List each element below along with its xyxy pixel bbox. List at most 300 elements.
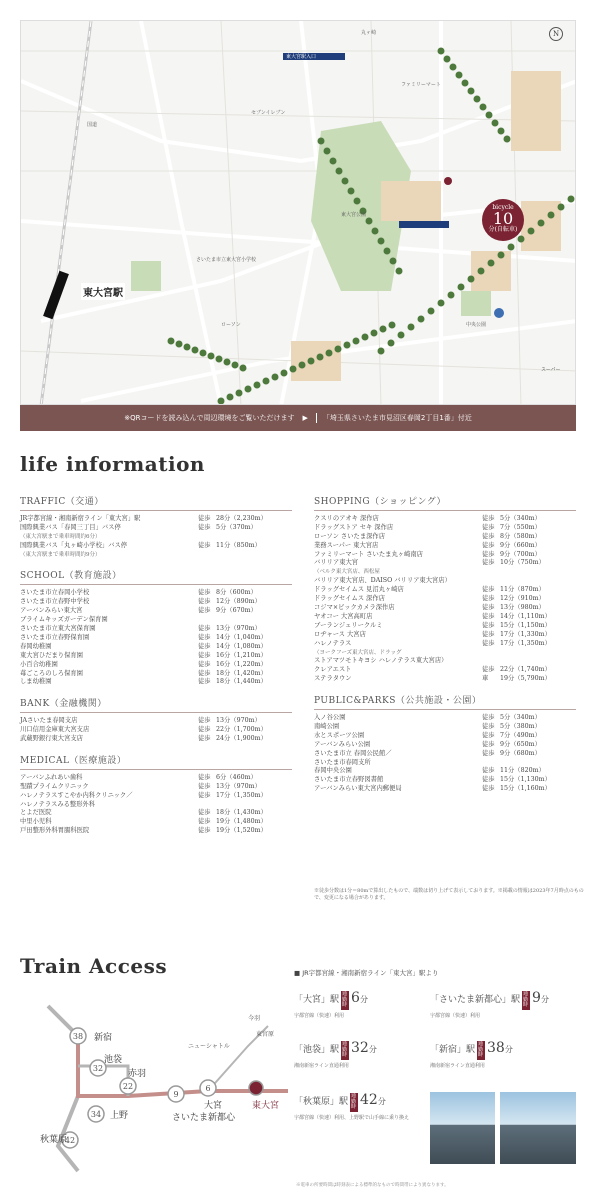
facility-name: クスリのアオキ 深作店 (314, 514, 379, 522)
tree-icon (336, 168, 343, 175)
travel-time: 14分（1,110m） (500, 612, 551, 620)
map-label: 東大宮公園 (341, 212, 367, 218)
tree-icon (184, 344, 191, 351)
facility-name: 苺ごころのしろ保育園 (20, 669, 83, 677)
tree-icon (390, 258, 397, 265)
access-route: 湘南新宿ライン直通利用 (294, 1062, 349, 1069)
tree-icon (168, 338, 175, 345)
travel-time: 9分（670m） (216, 607, 257, 615)
facility-name: （東大宮駅まで乗車時間約9分） (20, 551, 101, 558)
travel-mode: 徒歩 (198, 782, 211, 790)
travel-time: 7分（550m） (500, 523, 541, 531)
school-rows (20, 589, 292, 687)
travel-mode: 徒歩 (198, 598, 211, 606)
tree-icon (372, 228, 379, 235)
travel-mode: 徒歩 (198, 678, 211, 686)
access-minutes: 6分 (351, 990, 368, 1006)
travel-mode (482, 568, 500, 577)
travel-mode: 徒歩 (198, 624, 211, 632)
facility-name: さいたま市立春野図書館 (314, 776, 384, 784)
travel-mode (482, 657, 500, 666)
life-left-column (20, 498, 292, 849)
travel-mode: 徒歩 (482, 740, 495, 748)
bicycle-unit: 分(自転車) (488, 226, 518, 233)
travel-time: 5分（380m） (500, 722, 541, 730)
tree-icon (245, 386, 252, 393)
station-label: 東大宮駅 (81, 283, 125, 300)
facility-name: （東大宮駅まで乗車時間約6分） (20, 533, 101, 540)
map-label: セブンイレブン (251, 110, 286, 116)
info-row (20, 774, 292, 783)
tree-icon (478, 268, 485, 275)
rail-extra-label: ニューシャトル (188, 1043, 230, 1050)
access-station: 「池袋」駅 (294, 1045, 340, 1055)
info-row (314, 524, 576, 533)
facility-name: ストアマツモトキヨシ ハレノテラス東大宮店） (314, 657, 448, 665)
facility-name: 中里小児科 (20, 818, 52, 826)
section-title: PUBLIC&PARKS（公共施設・公園） (314, 697, 576, 710)
rail-station-name: 大宮 (204, 1101, 223, 1111)
travel-mode (198, 616, 216, 625)
travel-time: 12分（890m） (216, 598, 261, 606)
travel-mode: 徒歩 (482, 767, 495, 775)
access-station: 「大宮」駅 (294, 995, 340, 1005)
travel-time: 5分（340m） (500, 714, 541, 722)
travel-time: 13分（970m） (216, 624, 261, 632)
bank-section (20, 700, 292, 744)
access-route: 湘南新宿ライン直通利用 (430, 1062, 485, 1069)
tree-icon (224, 359, 231, 366)
tree-icon (492, 120, 499, 127)
travel-mode: 徒歩 (198, 607, 211, 615)
travel-time: 28分（2,230m） (216, 514, 267, 522)
travel-time: 17分（1,350m） (216, 791, 267, 799)
train-heading: Train Access (20, 954, 168, 978)
rail-map (18, 996, 288, 1176)
travel-mode: 徒歩 (482, 666, 495, 674)
travel-mode (482, 649, 500, 658)
facility-name: ハレノテラスみる整形外科 (20, 800, 96, 808)
info-row (314, 666, 576, 675)
facility-name: 業務スーパー 東大宮店 (314, 541, 379, 549)
tree-icon (330, 158, 337, 165)
rail-extra-label: 東宮原 (256, 1031, 275, 1038)
life-heading: life information (20, 452, 205, 476)
travel-time: 15分（1,130m） (500, 776, 551, 784)
info-row (314, 595, 576, 604)
travel-mode: 徒歩 (482, 785, 495, 793)
public-section (314, 697, 576, 794)
travel-mode: 車 (482, 675, 489, 683)
facility-name: 国際興業バス「春岡三丁目」バス停 (20, 523, 121, 531)
tree-icon (388, 340, 395, 347)
map-label: 丸ヶ崎 (361, 30, 377, 36)
section-title: MEDICAL（医療施設） (20, 757, 292, 770)
tree-icon (216, 356, 223, 363)
tree-icon (498, 128, 505, 135)
access-minutes: 32分 (351, 1040, 377, 1056)
info-row (20, 607, 292, 616)
facility-name: JR宇都宮線・湘南新宿ライン「東大宮」駅 (20, 514, 141, 522)
rail-station-name: 赤羽 (128, 1069, 147, 1079)
rail-minutes: 38 (72, 1032, 84, 1041)
info-row (20, 551, 292, 560)
square-icon: ■ (294, 969, 303, 977)
travel-mode: 徒歩 (198, 642, 211, 650)
info-row (314, 675, 576, 684)
facility-name: アーバンみらい東大宮内郵便局 (314, 785, 402, 793)
tree-icon (480, 104, 487, 111)
travel-mode: 徒歩 (482, 731, 495, 739)
tree-icon (568, 196, 575, 203)
facility-name: さいたま市春岡支所 (314, 758, 371, 766)
address-note: ※QRコードを読み込んで周辺環境をご覧いただけます (124, 414, 295, 422)
tree-icon (344, 342, 351, 349)
commute-badge: 通勤時 (523, 991, 529, 1009)
tree-icon (450, 64, 457, 71)
info-row (20, 783, 292, 792)
rail-minutes: 42 (64, 1136, 76, 1145)
shopping-rows (314, 515, 576, 684)
tree-icon (558, 204, 565, 211)
tree-icon (468, 88, 475, 95)
facility-name: 小百合幼稚園 (20, 660, 58, 668)
map-label: 国道 (87, 122, 98, 128)
facility-name: ヤオコー 大宮高町店 (314, 612, 373, 620)
travel-time: 15分（1,150m） (500, 621, 551, 629)
tree-icon (318, 138, 325, 145)
map-label: スーパー (541, 367, 561, 373)
life-right-column (314, 498, 576, 807)
access-minutes: 38分 (487, 1040, 513, 1056)
travel-mode: 徒歩 (198, 735, 211, 743)
section-title: SCHOOL（教育施設） (20, 572, 292, 585)
travel-time: 8分（580m） (500, 532, 541, 540)
info-row (314, 577, 576, 586)
facility-name: JAさいたま春岡支店 (20, 717, 78, 725)
tree-icon (227, 394, 234, 401)
travel-time (500, 649, 576, 658)
map-label: ファミリーマート (401, 82, 441, 88)
access-item (294, 990, 424, 1019)
tree-icon (176, 341, 183, 348)
info-row (20, 616, 292, 625)
facility-name: クレアエスト (314, 666, 352, 674)
travel-time: 16分（1,220m） (216, 660, 267, 668)
tree-icon (254, 382, 261, 389)
commute-badge: 通勤時 (342, 991, 348, 1009)
tree-icon (281, 370, 288, 377)
travel-time: 22分（1,740m） (500, 666, 551, 674)
travel-mode: 徒歩 (482, 639, 495, 647)
facility-name: 武蔵野銀行東大宮支店 (20, 735, 83, 743)
facility-name: 水とスポーツ公園 (314, 731, 365, 739)
info-row (20, 625, 292, 634)
info-row (314, 714, 576, 723)
travel-time: 19分（5,790m） (500, 675, 551, 683)
facility-name: 聖蹟プライムクリニック (20, 782, 89, 790)
travel-mode: 徒歩 (482, 621, 495, 629)
tree-icon (384, 248, 391, 255)
access-route: 宇都宮線（快速）利用 (294, 1012, 345, 1019)
travel-time: 8分（600m） (216, 589, 257, 597)
tree-icon (366, 218, 373, 225)
access-minutes: 42分 (360, 1092, 386, 1108)
info-row (314, 732, 576, 741)
life-note: ※徒歩分数は1分＝80mで算出したもので、端数は切り上げて表示しております。※掲載の情報は2023年7月時点のもので、変更になる場合があります。 (314, 888, 584, 901)
travel-mode: 徒歩 (482, 541, 495, 549)
info-row (314, 533, 576, 542)
tree-icon (232, 362, 239, 369)
travel-time: 12分（910m） (500, 595, 545, 603)
info-row (20, 515, 292, 524)
tree-icon (428, 308, 435, 315)
facility-name: ハレノテラスすこやか内科クリニック／ (20, 791, 133, 799)
info-row (314, 776, 576, 785)
commute-badge: 通勤時 (351, 1093, 357, 1111)
facility-name: さいたま市立 春岡公民館／ (314, 749, 392, 757)
tree-icon (380, 326, 387, 333)
section-title: TRAFFIC（交通） (20, 498, 292, 511)
commute-badge: 通勤時 (342, 1041, 348, 1059)
info-row (20, 542, 292, 551)
arrow-icon: ▶ (302, 414, 308, 422)
travel-time (216, 533, 292, 542)
bicycle-label: bicycle (492, 204, 514, 211)
travel-time: 11分（870m） (500, 586, 545, 594)
travel-mode: 徒歩 (198, 514, 211, 522)
compass-icon: N (549, 27, 563, 41)
tree-icon (240, 365, 247, 372)
travel-mode: 徒歩 (482, 630, 495, 638)
info-row (20, 726, 292, 735)
facility-name: さいたま市立春岡小学校 (20, 589, 90, 597)
facility-name: 春岡幼稚園 (20, 642, 52, 650)
area-map (20, 20, 576, 405)
travel-time: 19分（1,480m） (216, 818, 267, 826)
travel-mode: 徒歩 (198, 791, 211, 799)
tree-icon (498, 252, 505, 259)
section-title: BANK（金融機関） (20, 700, 292, 713)
facility-name: アーバンふれあい歯科 (20, 773, 83, 781)
tree-icon (263, 378, 270, 385)
train-note: ※電車の所要時間は時刻表による標準的なもので時間帯により異なります。 (296, 1183, 449, 1188)
tree-icon (538, 220, 545, 227)
tree-icon (418, 316, 425, 323)
tree-icon (504, 136, 511, 143)
building-photo (500, 1092, 576, 1164)
travel-mode: 徒歩 (198, 669, 211, 677)
map-label: 東大宮駅入口 (286, 54, 317, 60)
travel-mode: 徒歩 (198, 633, 211, 641)
facility-name: 東大宮ひだまり保育園 (20, 651, 83, 659)
info-row (314, 750, 576, 759)
tree-icon (438, 48, 445, 55)
building-photo (430, 1092, 495, 1164)
travel-time: 10分（750m） (500, 559, 545, 567)
facility-name: アーバンみらい東大宮 (20, 607, 83, 615)
info-row (20, 661, 292, 670)
travel-time (500, 657, 576, 666)
info-row (314, 568, 576, 577)
travel-time: 14分（1,040m） (216, 633, 267, 641)
travel-mode (482, 577, 500, 586)
info-row (314, 586, 576, 595)
travel-mode: 徒歩 (482, 550, 495, 558)
info-row (314, 559, 576, 568)
tree-icon (218, 398, 225, 405)
tree-icon (348, 188, 355, 195)
tree-icon (408, 324, 415, 331)
facility-name: バリリア東大宮 (314, 559, 359, 567)
tree-icon (208, 353, 215, 360)
facility-name: さいたま市立春野保育園 (20, 633, 90, 641)
tree-icon (378, 238, 385, 245)
facility-name: ドラッグセイムス 見沼丸ヶ崎店 (314, 586, 404, 594)
info-row (314, 640, 576, 649)
facility-name: ドラッグセイムス 深作店 (314, 595, 385, 603)
access-minutes: 9分 (532, 990, 549, 1006)
tree-icon (456, 72, 463, 79)
access-item (294, 1092, 424, 1121)
map-label: ローソン (221, 322, 241, 328)
travel-time: 11分（850m） (216, 541, 261, 549)
info-row (20, 533, 292, 542)
travel-time: 11分（820m） (500, 767, 545, 775)
rail-minutes: 6 (205, 1084, 211, 1093)
travel-mode: 徒歩 (198, 589, 211, 597)
tree-icon (438, 300, 445, 307)
travel-mode: 徒歩 (482, 532, 495, 540)
access-station: 「さいたま新都心」駅 (430, 995, 521, 1005)
travel-mode: 徒歩 (482, 514, 495, 522)
travel-mode (198, 533, 216, 542)
traffic-section (20, 498, 292, 559)
access-item (430, 990, 560, 1019)
info-row (314, 515, 576, 524)
travel-mode: 徒歩 (198, 809, 211, 817)
facility-name: しま幼稚園 (20, 678, 52, 686)
travel-mode: 徒歩 (198, 827, 211, 835)
rail-station-name: 東大宮 (252, 1101, 280, 1111)
rail-station-name: 池袋 (104, 1055, 123, 1065)
tree-icon (448, 292, 455, 299)
facility-name: アーバンみらい公園 (314, 740, 371, 748)
medical-section (20, 757, 292, 836)
facility-name: 入ノ谷公園 (314, 714, 346, 722)
tree-icon (444, 56, 451, 63)
rail-minutes: 34 (90, 1110, 102, 1119)
rail-minutes: 9 (173, 1090, 179, 1099)
rail-extra-label: 今羽 (248, 1015, 261, 1022)
facility-name: さいたま市立春野中学校 (20, 598, 90, 606)
travel-mode: 徒歩 (482, 595, 495, 603)
travel-mode: 徒歩 (198, 818, 211, 826)
facility-name: とよだ医院 (20, 809, 52, 817)
tree-icon (398, 332, 405, 339)
travel-mode: 徒歩 (198, 541, 211, 549)
facility-name: ブーランジェリークルミ (314, 621, 383, 629)
medical-rows (20, 774, 292, 836)
info-row (314, 613, 576, 622)
tree-icon (468, 276, 475, 283)
tree-icon (508, 244, 515, 251)
facility-name: さいたま市立東大宮保育園 (20, 624, 96, 632)
travel-mode: 徒歩 (198, 523, 211, 531)
travel-time: 16分（1,210m） (216, 651, 267, 659)
travel-time (216, 551, 292, 560)
tree-icon (396, 268, 403, 275)
school-section (20, 572, 292, 687)
tree-icon (474, 96, 481, 103)
tree-icon (371, 330, 378, 337)
travel-mode: 徒歩 (198, 651, 211, 659)
info-row (20, 652, 292, 661)
rail-station-node (249, 1081, 263, 1095)
info-row (20, 589, 292, 598)
access-route: 宇都宮線（快速）利用、上野駅で山手線に乗り換え (294, 1114, 410, 1121)
rail-station-name: 上野 (110, 1111, 129, 1121)
facility-name: コジマ×ビックカメラ深作店 (314, 603, 395, 611)
info-row (20, 598, 292, 607)
tree-icon (486, 112, 493, 119)
travel-time: 9分（700m） (500, 550, 541, 558)
bicycle-time: 10 (492, 209, 514, 228)
travel-time: 19分（1,520m） (216, 827, 267, 835)
info-row (314, 622, 576, 631)
travel-mode: 徒歩 (482, 714, 495, 722)
tree-icon (548, 212, 555, 219)
tree-icon (200, 350, 207, 357)
travel-time: 9分（680m） (500, 749, 541, 757)
tree-icon (236, 390, 243, 397)
bicycle-badge (482, 199, 524, 241)
tree-icon (272, 374, 279, 381)
tree-icon (354, 198, 361, 205)
travel-time: 9分（650m） (500, 740, 541, 748)
facility-name: 戸田整形外科胃腸科医院 (20, 827, 90, 835)
travel-mode (198, 551, 216, 560)
tree-icon (389, 322, 396, 329)
travel-time: 18分（1,440m） (216, 678, 267, 686)
tree-icon (192, 347, 199, 354)
public-rows (314, 714, 576, 794)
travel-mode: 徒歩 (482, 559, 495, 567)
info-row (314, 604, 576, 613)
facility-name: バリリア東大宮店、DAISO バリリア東大宮店） (314, 577, 451, 585)
tree-icon (299, 362, 306, 369)
info-row (314, 542, 576, 551)
access-station: 「新宿」駅 (430, 1045, 476, 1055)
travel-mode: 徒歩 (482, 523, 495, 531)
tree-icon (378, 348, 385, 355)
facility-name: ファミリーマート さいたま丸ヶ崎南店 (314, 550, 423, 558)
rail-station-name: さいたま新都心 (172, 1113, 236, 1123)
travel-mode: 徒歩 (198, 660, 211, 668)
travel-time: 13分（970m） (216, 717, 261, 725)
travel-time (500, 568, 576, 577)
info-row (314, 631, 576, 640)
travel-time: 14分（1,080m） (216, 642, 267, 650)
tree-icon (324, 148, 331, 155)
rail-station-name: 新宿 (94, 1033, 113, 1043)
facility-name: 国際興業バス「丸ヶ崎小学校」バス停 (20, 541, 128, 549)
tree-icon (308, 358, 315, 365)
facility-name: ドラッグストア セキ 深作店 (314, 523, 394, 531)
info-row (314, 741, 576, 750)
address-text: 「埼玉県さいたま市見沼区春岡2丁目1番」付近 (316, 413, 472, 423)
travel-time: 13分（980m） (500, 603, 545, 611)
